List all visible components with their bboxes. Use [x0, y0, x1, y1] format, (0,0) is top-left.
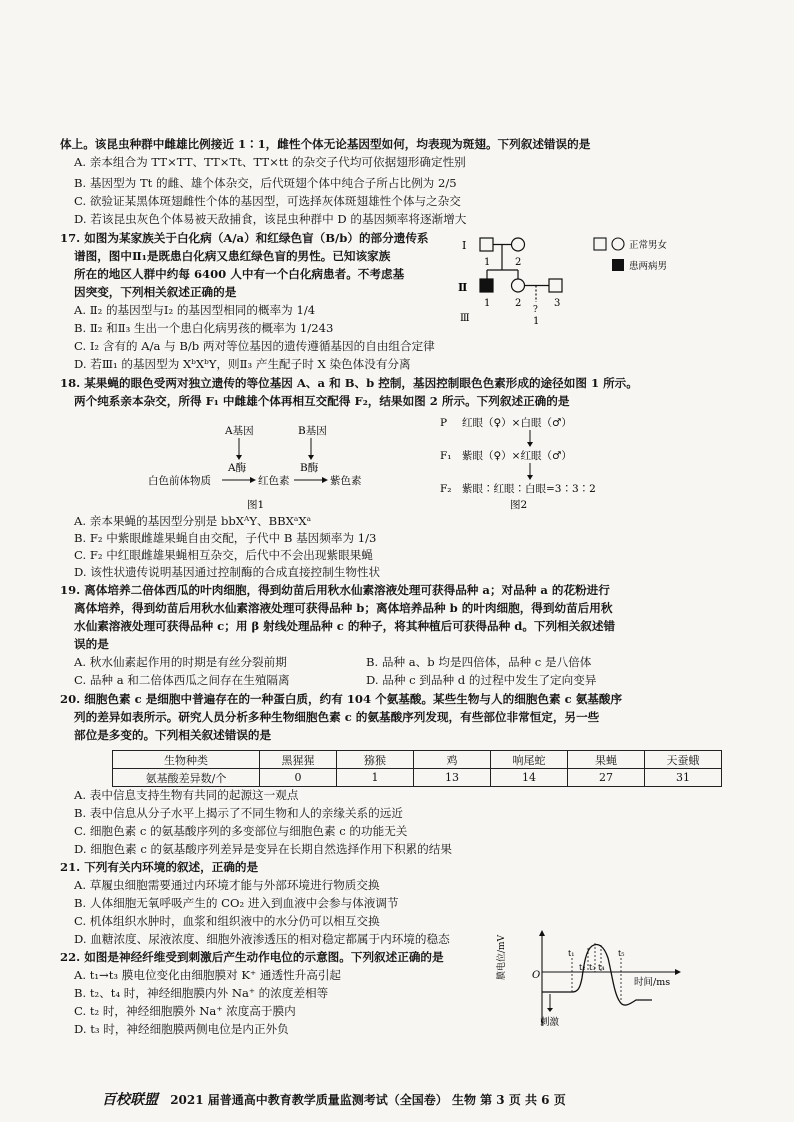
purple-pigment-label: 紫色素 [330, 475, 362, 487]
table-cell: 果蝇 [568, 751, 645, 769]
t4-label: t₄ [598, 963, 605, 972]
gen1-male-1 [480, 238, 493, 251]
q18-option-b: B. F₂ 中紫眼雌雄果蝇自由交配，子代中 B 基因频率为 1/3 [74, 531, 377, 545]
gen-2-label: Ⅱ [458, 281, 468, 294]
q21-option-a: A. 草履虫细胞需要通过内环境才能与外部环境进行物质交换 [74, 878, 380, 892]
q22-stem: 22. 如图是神经纤维受到刺激后产生动作电位的示意图。下列叙述正确的是 [60, 950, 444, 964]
gen1-num-2: 2 [515, 257, 522, 268]
f2-label: F₂ [440, 483, 452, 495]
q18-stem-line2: 两个纯系亲本杂交，所得 F₁ 中雌雄个体再相互交配得 F₂，结果如图 2 所示。下列叙述正确的是 [74, 394, 570, 408]
figure1-pathway [140, 422, 370, 514]
q20-stem-line2: 列的差异如表所示。研究人员分析多种生物细胞色素 c 的氨基酸序列发现，有些部位非常恒定，另一些 [74, 710, 600, 724]
q19-option-b: B. 品种 a、b 均是四倍体，品种 c 是八倍体 [366, 655, 592, 669]
q22-option-b: B. t₂、t₄ 时，神经细胞膜内外 Na⁺ 的浓度差相等 [74, 986, 329, 1000]
q20-stem-line3: 部位是多变的。下列相关叙述错误的是 [74, 728, 272, 742]
q20-option-d: D. 细胞色素 c 的氨基酸序列差异是变异在长期自然选择作用下积累的结果 [74, 842, 452, 856]
gen1-num-1: 1 [484, 257, 491, 268]
red-pigment-label: 红色素 [258, 475, 290, 487]
q17-stem-line3: 所在的地区人群中约每 6400 人中有一个白化病患者。不考虑基 [74, 267, 405, 281]
gen1-female-2 [512, 238, 525, 251]
q16-option-d: D. 若该昆虫灰色个体易被天敌捕食，该昆虫种群中 D 的基因频率将逐渐增大 [74, 212, 467, 226]
q18-option-a: A. 亲本果蝇的基因型分别是 bbXᴬY、BBXᵃXᵃ [74, 514, 312, 528]
q18-stem-line1: 18. 某果蝇的眼色受两对独立遗传的等位基因 A、a 和 B、b 控制，基因控制眼色色素形成的途径如图 1 所示。 [60, 376, 638, 390]
q18-option-d: D. 该性状遗传说明基因通过控制酶的合成直接控制生物性状 [74, 565, 381, 579]
gene-a-label: A基因 [225, 425, 254, 437]
q17-stem-line4: 因突变，下列相关叙述正确的是 [74, 285, 237, 299]
gene-b-label: B基因 [298, 425, 327, 437]
q17-option-a: A. Ⅱ₂ 的基因型与Ⅰ₂ 的基因型相同的概率为 1/4 [74, 303, 316, 317]
table-cell: 鸡 [414, 751, 491, 769]
q17-option-b: B. Ⅱ₂ 和Ⅱ₃ 生出一个患白化病男孩的概率为 1/243 [74, 321, 334, 335]
table-cell: 响尾蛇 [491, 751, 568, 769]
table-cell: 天蚕蛾 [645, 751, 722, 769]
action-potential-graph [497, 928, 684, 1034]
table-row [113, 769, 722, 787]
gen2-num-3: 3 [554, 298, 561, 309]
q19-option-d: D. 品种 c 到品种 d 的过程中发生了定向变异 [366, 673, 597, 687]
q21-stem: 21. 下列有关内环境的叙述，正确的是 [60, 860, 259, 874]
q17-stem-line2: 谱图，图中Ⅱ₁是既患白化病又患红绿色盲的男性。已知该家族 [74, 249, 391, 263]
figure2-caption: 图2 [510, 499, 528, 511]
q16-option-c: C. 欲验证某黑体斑翅雌性个体的基因型，可选择灰体斑翅雄性个体与之杂交 [74, 194, 461, 208]
gen3-num-1: 1 [533, 316, 540, 327]
q19-stem-line2: 离体培养，得到幼苗后用秋水仙素溶液处理可获得品种 b；离体培养品种 b 的叶肉细胞，得到幼苗后用秋 [74, 601, 613, 615]
q19-stem-line3: 水仙素溶液处理可获得品种 c；用 β 射线处理品种 c 的种子，将其种植后可获得品种 d。下列相关叙述错 [74, 619, 616, 633]
table-cell: 27 [568, 769, 645, 787]
table-cell: 猕猴 [337, 751, 414, 769]
gen2-female-2 [512, 279, 525, 292]
q19-option-a: A. 秋水仙素起作用的时期是有丝分裂前期 [74, 655, 287, 669]
figure2-cross [436, 412, 636, 514]
table-cell: 1 [337, 769, 414, 787]
white-precursor-label: 白色前体物质 [148, 475, 211, 487]
q20-option-b: B. 表中信息从分子水平上揭示了不同生物和人的亲缘关系的远近 [74, 806, 403, 820]
enzyme-b-label: B酶 [300, 462, 319, 474]
table-row [113, 751, 722, 769]
table-header-cell: 氨基酸差异数/个 [113, 769, 260, 787]
pedigree-chart [456, 232, 696, 330]
q16-option-a: A. 亲本组合为 TT×TT、TT×Tt、TT×tt 的杂交子代均可依据翅形确定性别 [74, 155, 466, 169]
gen2-affected-male-1 [480, 279, 493, 292]
stimulus-label: 刺激 [540, 1017, 560, 1028]
q16-stem: 体上。该昆虫种群中雌雄比例接近 1∶1，雌性个体无论基因型如何，均表现为斑翅。下列叙述错误的是 [60, 137, 591, 151]
brand-logo: 百校联盟 [102, 1092, 158, 1108]
p-cross-text: 红眼（♀）×白眼（♂） [462, 417, 572, 429]
legend-affected-male [612, 259, 624, 271]
t3-label: t₃ [589, 963, 596, 972]
gen2-num-1: 1 [484, 298, 491, 309]
legend-normal-label: 正常男女 [629, 240, 668, 251]
gen2-male-3 [549, 279, 562, 292]
y-axis-label: 膜电位/mV [497, 934, 507, 980]
q17-option-c: C. Ⅰ₂ 含有的 A/a 与 B/b 两对等位基因的遗传遵循基因的自由组合定律 [74, 339, 435, 353]
q17-stem-line1: 17. 如图为某家族关于白化病（A/a）和红绿色盲（B/b）的部分遗传系 [60, 231, 429, 245]
q22-option-a: A. t₁→t₃ 膜电位变化由细胞膜对 K⁺ 通透性升高引起 [74, 968, 342, 982]
q16-option-b: B. 基因型为 Tt 的雌、雄个体杂交，后代斑翅个体中纯合子所占比例为 2/5 [74, 176, 457, 190]
table-cell: 31 [645, 769, 722, 787]
page-footer [102, 1089, 566, 1109]
f2-ratio-text: 紫眼∶红眼∶白眼=3∶3∶2 [462, 483, 596, 495]
table-header-cell: 生物种类 [113, 751, 260, 769]
x-axis-label: 时间/ms [634, 977, 671, 988]
gen2-num-2: 2 [515, 298, 522, 309]
legend-female-normal [612, 238, 624, 250]
gen-3-label: Ⅲ [460, 313, 470, 324]
q19-stem-line4: 误的是 [74, 637, 109, 651]
t2-label: t₂ [579, 963, 586, 972]
f1-label: F₁ [440, 450, 452, 462]
q18-option-c: C. F₂ 中红眼雌雄果蝇相互杂交，后代中不会出现紫眼果蝇 [74, 548, 373, 562]
table-cell: 14 [491, 769, 568, 787]
q21-option-b: B. 人体细胞无氧呼吸产生的 CO₂ 进入到血液中会参与体液调节 [74, 896, 399, 910]
q19-stem-line1: 19. 离体培养二倍体西瓜的叶肉细胞，得到幼苗后用秋水仙素溶液处理可获得品种 a；对品种 a 的花粉进行 [60, 583, 610, 597]
gen-1-label: Ⅰ [462, 239, 467, 252]
membrane-potential-curve [542, 945, 652, 1006]
q20-option-a: A. 表中信息支持生物有共同的起源这一观点 [74, 788, 299, 802]
q20-option-c: C. 细胞色素 c 的氨基酸序列的多变部位与细胞色素 c 的功能无关 [74, 824, 408, 838]
table-cell: 13 [414, 769, 491, 787]
q21-option-c: C. 机体组织水肿时，血浆和组织液中的水分仍可以相互交换 [74, 914, 380, 928]
q22-option-d: D. t₃ 时，神经细胞膜两侧电位是内正外负 [74, 1022, 289, 1036]
footer-text: 2021 届普通高中教育教学质量监测考试（全国卷） 生物 第 3 页 共 6 页 [170, 1093, 566, 1107]
legend-male-normal [594, 238, 606, 250]
q20-stem-line1: 20. 细胞色素 c 是细胞中普遍存在的一种蛋白质，约有 104 个氨基酸。某些生物与人的细胞色素 c 氨基酸序 [60, 692, 623, 706]
legend-affected-label: 患两病男 [629, 261, 668, 272]
f1-cross-text: 紫眼（♀）×红眼（♂） [462, 450, 572, 462]
cytochrome-c-table [112, 750, 722, 787]
q22-option-c: C. t₂ 时，神经细胞膜外 Na⁺ 浓度高于膜内 [74, 1004, 296, 1018]
t1-label: t₁ [568, 949, 575, 958]
enzyme-a-label: A酶 [228, 462, 247, 474]
origin-label: O [532, 970, 541, 981]
table-cell: 0 [260, 769, 337, 787]
table-cell: 黑猩猩 [260, 751, 337, 769]
q19-option-c: C. 品种 a 和二倍体西瓜之间存在生殖隔离 [74, 673, 290, 687]
q21-option-d: D. 血糖浓度、尿液浓度、细胞外液渗透压的相对稳定都属于内环境的稳态 [74, 932, 450, 946]
unknown-mark: ? [533, 305, 538, 315]
figure1-caption: 图1 [247, 499, 265, 511]
p-label: P [440, 417, 448, 429]
q17-option-d: D. 若Ⅲ₁ 的基因型为 XᵇXᵇY，则Ⅱ₃ 产生配子时 X 染色体没有分离 [74, 357, 411, 371]
t5-label: t₅ [618, 949, 625, 958]
